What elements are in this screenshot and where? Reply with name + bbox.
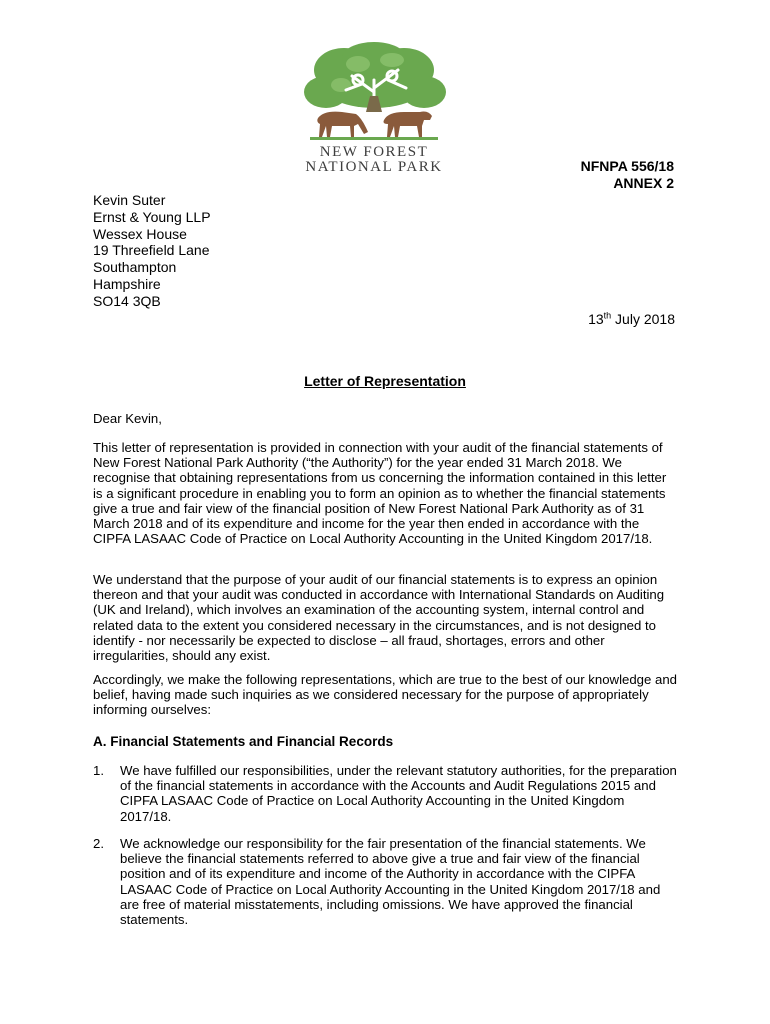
section-heading: A. Financial Statements and Financial Records xyxy=(93,734,394,749)
reference-annex: ANNEX 2 xyxy=(613,175,674,191)
logo-text-line2: NATIONAL PARK xyxy=(305,159,443,175)
list-item-text: We have fulfilled our responsibilities, under the relevant statutory authorities, for the preparation of the financial statements in accordance with the Accounts and Audit Regulations 2015 and CIPFA LASAAC Code of Practice on Local Authority Accounting in the United Kingdom 2017/18. xyxy=(120,763,677,824)
letter-date xyxy=(588,311,675,327)
date-day: 13 xyxy=(588,311,604,327)
paragraph-3: Accordingly, we make the following representations, which are true to the best of our knowledge and belief, having made such inquiries as we considered necessary for the purpose of appropriately informing ourselves: xyxy=(93,672,677,718)
address-line: Hampshire xyxy=(93,275,161,292)
list-item-text: We acknowledge our responsibility for the fair presentation of the financial statements. We believe the financial statements referred to above give a true and fair view of the financial position and of its expenditure and income of the Authority in accordance with the CIPFA LASAAC Code of Practice on Local Authority Accounting in the United Kingdom 2017/18 and are free of material misstatements, including omissions. We have approved the financial statements. xyxy=(120,836,661,928)
logo-text-line1: NEW FOREST xyxy=(319,144,429,160)
letter-title: Letter of Representation xyxy=(304,373,466,389)
address-line: Wessex House xyxy=(93,225,187,242)
new-forest-logo xyxy=(296,40,452,176)
address-line: Ernst & Young LLP xyxy=(93,208,211,225)
reference-code: NFNPA 556/18 xyxy=(580,158,674,174)
salutation: Dear Kevin, xyxy=(93,411,162,426)
list-item-number: 2. xyxy=(93,836,104,851)
list-item-number: 1. xyxy=(93,763,104,778)
address-line: Kevin Suter xyxy=(93,192,166,208)
date-suffix: th xyxy=(603,310,612,321)
date-month-year: July 2018 xyxy=(611,311,675,327)
document-reference xyxy=(581,158,674,192)
address-line: Southampton xyxy=(93,259,177,276)
address-line: SO14 3QB xyxy=(93,292,161,309)
tree-and-ponies-icon xyxy=(296,40,452,144)
paragraph-2: We understand that the purpose of your audit of our financial statements is to express an opinion thereon and that your audit was conducted in accordance with International Standards on Auditing (UK and Ireland), which involves an examination of the accounting system, internal control and related data to the extent you considered necessary in the circumstances, and is not designed to identify - nor necessarily be expected to disclose – all fraud, shortages, errors and other irregularities, should any exist. xyxy=(93,572,665,664)
recipient-address xyxy=(93,192,211,310)
paragraph-1: This letter of representation is provided in connection with your audit of the financial statements of New Forest National Park Authority (“the Authority”) for the year ended 31 March 2018. We recognise that obtaining representations from us concerning the information contained in this letter is a significant procedure in enabling you to form an opinion as to whether the financial statements give a true and fair view of the financial position of New Forest National Park Authority as of 31 March 2018 and of its expenditure and income for the year then ended in accordance with the CIPFA LASAAC Code of Practice on Local Authority Accounting in the United Kingdom 2017/18. xyxy=(93,440,667,547)
address-line: 19 Threefield Lane xyxy=(93,242,210,259)
